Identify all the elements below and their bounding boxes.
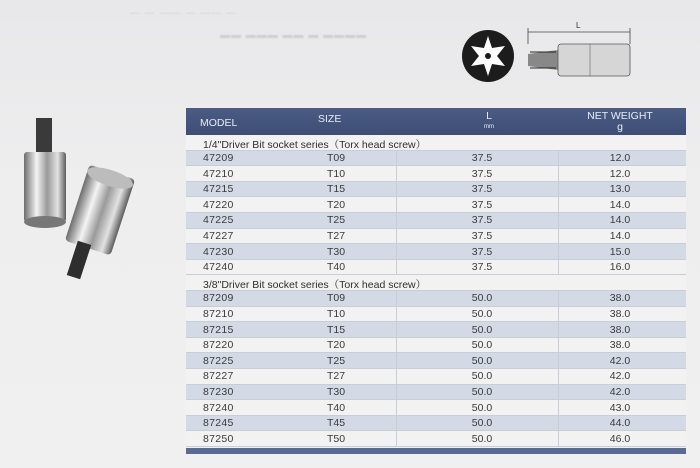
table-row [186,213,686,229]
cell-length: 50.0 [471,432,493,445]
table-row [186,291,686,307]
cell-weight: 38.0 [609,339,631,352]
cell-weight: 46.0 [609,432,631,445]
table-row [186,151,686,167]
cell-length: 50.0 [471,401,493,414]
cell-model: 87210 [203,308,234,321]
cell-model: 47209 [203,152,234,165]
table-footer-bar [186,448,686,454]
cell-length: 50.0 [471,417,493,430]
table-row [186,385,686,401]
cell-weight: 38.0 [609,308,631,321]
cell-size: T40 [326,401,346,414]
cell-model: 87240 [203,401,234,414]
section-title: 3/8"Driver Bit socket series（Torx head screw） [186,275,686,291]
cell-model: 47227 [203,230,234,243]
table-row [186,322,686,338]
cell-length: 37.5 [471,167,493,180]
cell-length: 50.0 [471,323,493,336]
cell-length: 50.0 [471,292,493,305]
table-row [186,260,686,276]
table-row [186,166,686,182]
cell-length: 37.5 [471,152,493,165]
cell-length: 50.0 [471,370,493,383]
cell-size: T25 [326,214,346,227]
cell-weight: 12.0 [609,152,631,165]
cell-weight: 14.0 [609,230,631,243]
table-row [186,182,686,198]
cell-model: 47210 [203,167,234,180]
cell-weight: 15.0 [609,245,631,258]
header-model: MODEL [200,117,238,129]
cell-weight: 44.0 [609,417,631,430]
cell-model: 47215 [203,183,234,196]
cell-weight: 12.0 [609,167,631,180]
header-weight [582,111,658,133]
cell-size: T20 [326,339,346,352]
cell-weight: 13.0 [609,183,631,196]
cell-length: 37.5 [471,230,493,243]
header-size: SIZE [318,113,342,125]
table-header [186,108,686,135]
cell-size: T20 [326,198,346,211]
header-weight-label: NET WEIGHT [587,110,653,122]
cell-size: T27 [326,370,346,383]
cell-model: 47240 [203,261,234,274]
cell-size: T15 [326,183,346,196]
header-length [474,111,504,133]
cell-length: 37.5 [471,245,493,258]
bleed-text: — — —— — —— — [130,8,237,19]
cell-size: T45 [326,417,346,430]
cell-weight: 38.0 [609,323,631,336]
cell-model: 87209 [203,292,234,305]
cell-length: 37.5 [471,198,493,211]
cell-model: 47220 [203,198,234,211]
cell-model: 87230 [203,386,234,398]
table-row [186,229,686,245]
bleed-text: ▬▬ ▬▬▬ ▬▬ ▬ ▬▬▬▬ [220,30,368,41]
table-row [186,307,686,323]
cell-length: 50.0 [471,354,493,367]
section-title: 1/4"Driver Bit socket series（Torx head screw） [186,135,686,151]
cell-size: T30 [326,245,346,258]
cell-weight: 42.0 [609,370,631,383]
torx-star-icon [460,28,516,84]
cell-size: T30 [326,386,346,398]
header-weight-unit: g [617,121,623,133]
table-body [186,135,686,447]
cell-weight: 43.0 [609,401,631,414]
cell-weight: 38.0 [609,292,631,305]
cell-model: 87225 [203,354,234,367]
cell-size: T09 [326,152,346,165]
header-length-label: L [486,110,492,122]
cell-length: 37.5 [471,261,493,274]
cell-size: T10 [326,167,346,180]
cell-model: 87245 [203,417,234,430]
cell-length: 37.5 [471,214,493,227]
cell-weight: 14.0 [609,214,631,227]
cell-model: 47230 [203,245,234,258]
socket-drawing [518,14,642,86]
cell-length: 37.5 [471,183,493,196]
bit-socket-photo [14,112,164,287]
cell-model: 47225 [203,214,234,227]
cell-size: T25 [326,354,346,367]
table-row [186,197,686,213]
cell-length: 50.0 [471,308,493,321]
cell-model: 87220 [203,339,234,352]
cell-weight: 14.0 [609,198,631,211]
cell-length: 50.0 [471,339,493,352]
cell-weight: 42.0 [609,386,631,398]
cell-model: 87227 [203,370,234,383]
header-length-unit: mm [484,124,494,130]
cell-length: 50.0 [471,386,493,398]
table-row [186,431,686,447]
cell-size: T50 [326,432,346,445]
cell-model: 87250 [203,432,234,445]
cell-size: T40 [326,261,346,274]
table-row [186,353,686,369]
cell-size: T15 [326,323,346,336]
cell-size: T27 [326,230,346,243]
cell-size: T10 [326,308,346,321]
cell-weight: 42.0 [609,354,631,367]
cell-size: T09 [326,292,346,305]
cell-weight: 16.0 [609,261,631,274]
table-row [186,416,686,432]
table-row [186,338,686,354]
table-row [186,244,686,260]
table-row [186,369,686,385]
cell-model: 87215 [203,323,234,336]
spec-table [186,108,686,454]
dimension-label: L [576,21,581,30]
table-row [186,400,686,416]
